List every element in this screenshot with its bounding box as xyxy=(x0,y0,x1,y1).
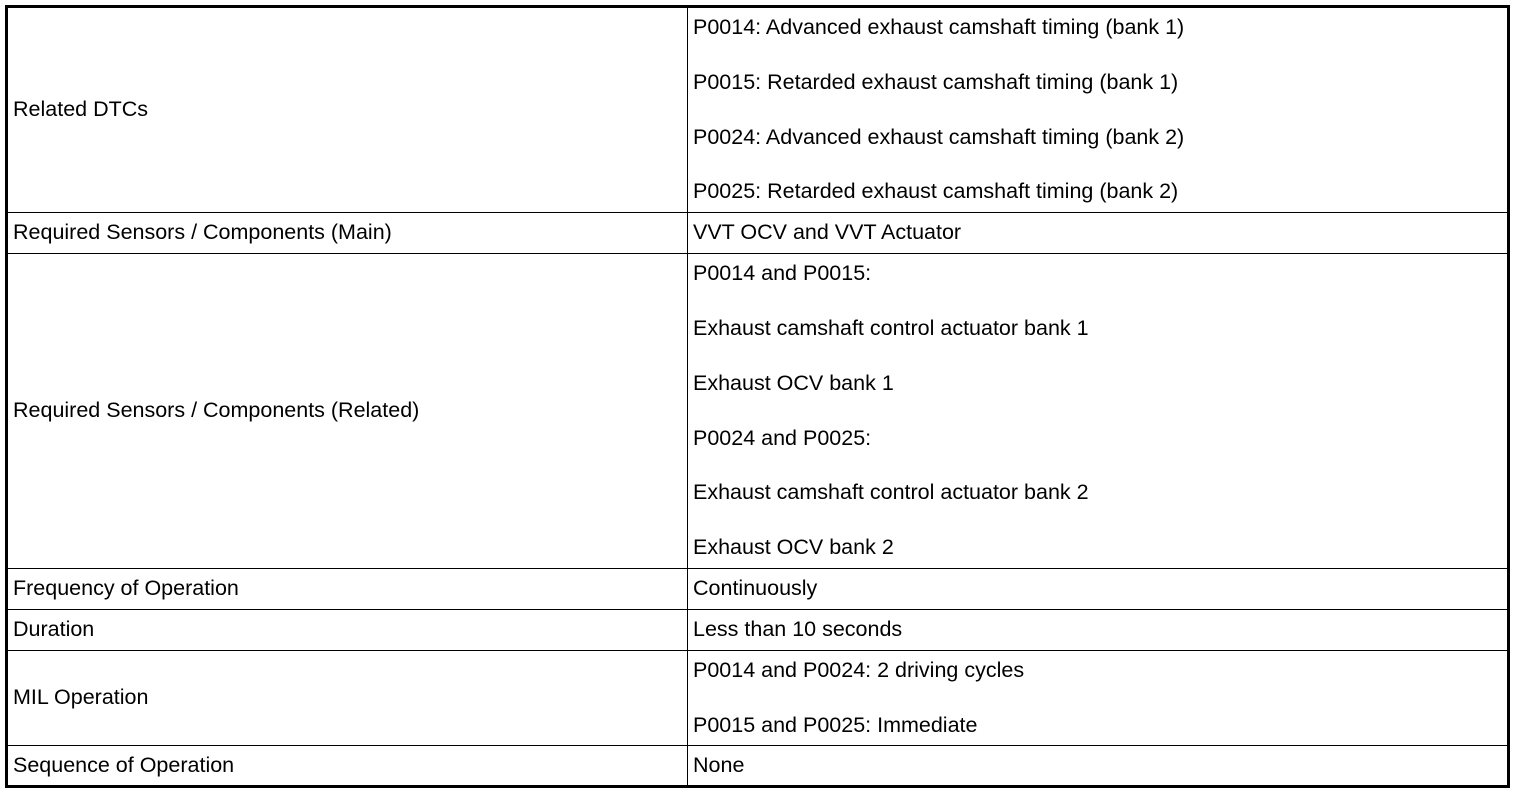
value-line: Exhaust camshaft control actuator bank 2 xyxy=(693,480,1089,505)
row-label: Sequence of Operation xyxy=(7,746,688,787)
dtc-line: P0024: Advanced exhaust camshaft timing (bank 2) xyxy=(693,124,1185,149)
table-row-required-main xyxy=(7,213,1509,254)
table-row-required-related xyxy=(7,254,1509,569)
row-label: Frequency of Operation xyxy=(7,569,688,610)
value-line: P0024 and P0025: xyxy=(693,425,872,450)
row-label: Required Sensors / Components (Related) xyxy=(7,254,688,569)
row-label: Required Sensors / Components (Main) xyxy=(7,213,688,254)
table-row-duration xyxy=(7,610,1509,651)
value-line: Exhaust OCV bank 1 xyxy=(693,370,894,395)
monitor-spec-table xyxy=(5,5,1510,788)
row-value xyxy=(688,746,1509,787)
value-line: Continuously xyxy=(693,576,818,601)
table-row-sequence xyxy=(7,746,1509,787)
value-line: P0015 and P0025: Immediate xyxy=(693,712,978,737)
row-value xyxy=(688,254,1509,569)
dtc-line: P0015: Retarded exhaust camshaft timing (bank 1) xyxy=(693,69,1179,94)
value-line: Exhaust camshaft control actuator bank 1 xyxy=(693,315,1089,340)
row-value xyxy=(688,569,1509,610)
dtc-line: P0014: Advanced exhaust camshaft timing (bank 1) xyxy=(693,14,1185,39)
dtc-line: P0025: Retarded exhaust camshaft timing (bank 2) xyxy=(693,179,1179,204)
row-label: Related DTCs xyxy=(7,7,688,213)
value-line: VVT OCV and VVT Actuator xyxy=(693,220,962,245)
value-line: None xyxy=(693,752,745,777)
value-line: P0014 and P0024: 2 driving cycles xyxy=(693,657,1025,682)
value-line: Less than 10 seconds xyxy=(693,617,903,642)
row-value xyxy=(688,610,1509,651)
value-line: Exhaust OCV bank 2 xyxy=(693,535,894,560)
row-label: Duration xyxy=(7,610,688,651)
table-row-frequency xyxy=(7,569,1509,610)
table-row-related-dtcs xyxy=(7,7,1509,213)
value-line: P0014 and P0015: xyxy=(693,261,872,286)
row-value xyxy=(688,651,1509,746)
row-value xyxy=(688,7,1509,213)
row-label: MIL Operation xyxy=(7,651,688,746)
table-row-mil-operation xyxy=(7,651,1509,746)
row-value xyxy=(688,213,1509,254)
